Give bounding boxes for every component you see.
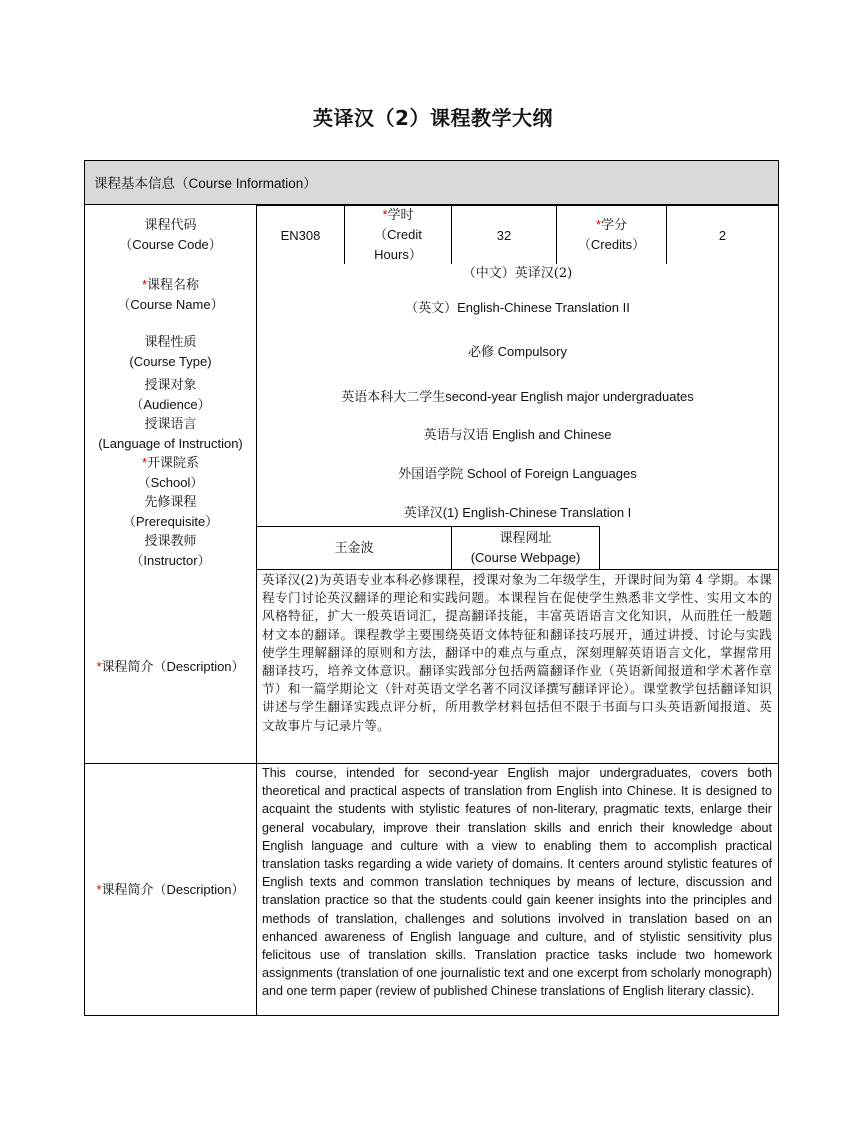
section-header xyxy=(85,161,778,205)
required-star: * xyxy=(382,207,388,222)
required-star: * xyxy=(141,277,148,292)
value-credit-hours: 32 xyxy=(496,227,512,243)
label-prerequisite xyxy=(85,492,256,532)
value-language: 英语与汉语 English and Chinese xyxy=(423,426,612,442)
label-text: 授课教师 xyxy=(144,533,197,548)
divider xyxy=(256,205,778,206)
value-course-type: 必修 Compulsory xyxy=(468,343,567,359)
required-star: * xyxy=(96,882,102,897)
label-text: （Course Name） xyxy=(117,297,224,312)
label-text: (Course Webpage) xyxy=(470,550,581,565)
label-text: 课程网址 xyxy=(499,530,552,545)
description-cn-text: 英译汉(2)为英语专业本科必修课程，授课对象为二年级学生，开课时间为第 4 学期。本课程专门讨论英汉翻译的理论和实践问题。本课程旨在促使学生熟悉非文学性、实用文本的风格特征，扩大一般英语词汇，提高翻译技能，丰富英语语言文化知识，从而胜任一般题材文本的翻译。课程教学主要围绕英语文体特征和翻译技巧展开，通过讲授、讨论与实践使学生理解翻译的原则和方法，翻译中的难点与重点，深刻理解英语语言文化，掌握常用翻译技巧，培养文体意识。翻译实践部分包括两篇翻译作业（英语新闻报道和学术著作章节）和一篇学期论文（针对英语文学名著不同汉译撰写翻译评论）。课堂教学包括翻译知识讲述与学生翻译实践点评分析，所用教学材料包括但不限于书面与口头英语新闻报道、英文故事片与记录片等。 xyxy=(262,572,772,733)
label-text: （Credits） xyxy=(577,237,646,252)
label-text: （Audience） xyxy=(130,397,211,412)
label-text: (Language of Instruction) xyxy=(98,436,243,451)
label-text: 授课语言 xyxy=(144,416,197,431)
label-text xyxy=(96,657,244,676)
label-course-type xyxy=(85,331,256,373)
label-text: 课程简介（Description） xyxy=(101,882,245,897)
label-webpage xyxy=(452,527,599,569)
divider xyxy=(256,569,778,570)
label-school xyxy=(85,453,256,493)
label-course-code xyxy=(85,207,256,263)
value-course-name-en: （英文）English-Chinese Translation II xyxy=(405,299,630,315)
course-info-table xyxy=(84,160,779,1016)
required-star: * xyxy=(141,455,148,470)
label-audience xyxy=(85,375,256,415)
label-text xyxy=(142,453,199,473)
label-text: 学时 xyxy=(387,207,414,222)
label-text: （Credit xyxy=(374,227,422,242)
value-credits: 2 xyxy=(718,227,727,243)
description-en-text: This course, intended for second-year English major undergraduates, covers both theoretical and practical aspects of translation from English into Chinese. It is designed to acquaint the students with stylistic features of non-literary, pragmatic texts, enlarge their general vocabulary, improve their translation skills and enrich their knowledge about English language and culture with a view to enabling them to accomplish practical translation tasks regarding a wide variety of domains. It centers around stylistic features of English texts and common translation techniques by means of lecture, discussion and translation practice so that the students could gain keener insights into the principles and methods of translation, challenges and solutions involved in translation based on an enhanced awareness of English language and culture, and of stylistic sensitivity plus felicitous use of translation skills. Translation practice tasks include two homework assignments (translation of one journalistic text and one excerpt from scholarly monograph) and one term paper (review of published Chinese translations of English literary classic). xyxy=(262,766,772,999)
value-school: 外国语学院 School of Foreign Languages xyxy=(398,465,637,481)
label-text: （Instructor） xyxy=(130,553,211,568)
divider xyxy=(256,205,257,1015)
label-language xyxy=(85,414,256,454)
required-star: * xyxy=(595,217,602,232)
label-description-en xyxy=(85,764,256,1015)
label-text: 课程名称 xyxy=(147,277,200,292)
label-text: （Course Code） xyxy=(119,237,222,252)
label-text: 先修课程 xyxy=(144,494,197,509)
label-credits xyxy=(557,207,666,263)
label-text xyxy=(96,880,244,899)
label-text: 课程简介（Description） xyxy=(101,659,245,674)
label-text: （School） xyxy=(137,475,204,490)
label-text xyxy=(382,205,413,225)
label-text: 课程性质 xyxy=(144,334,197,349)
label-text: （Prerequisite） xyxy=(122,514,219,529)
label-course-name xyxy=(85,273,256,317)
page-title: 英译汉（2）课程教学大纲 xyxy=(313,106,553,130)
label-text: 开课院系 xyxy=(147,455,200,470)
label-text: 学分 xyxy=(601,217,628,232)
label-text: 授课对象 xyxy=(144,377,197,392)
value-audience: 英语本科大二学生second-year English major undergraduates xyxy=(341,388,694,404)
value-instructor: 王金波 xyxy=(334,540,374,556)
value-course-name-cn: （中文）英译汉(2) xyxy=(462,265,573,281)
value-webpage xyxy=(600,527,778,569)
label-text: 课程代码 xyxy=(144,217,197,232)
label-text: Hours） xyxy=(374,247,422,262)
value-course-code: EN308 xyxy=(280,227,321,243)
label-text xyxy=(596,215,627,235)
label-credit-hours xyxy=(345,205,451,265)
section-header-label: 课程基本信息（Course Information） xyxy=(94,176,317,191)
value-prerequisite: 英译汉(1) English-Chinese Translation I xyxy=(403,504,632,520)
label-text: (Course Type) xyxy=(129,354,212,369)
label-description-cn xyxy=(85,570,256,763)
label-instructor xyxy=(85,531,256,571)
label-text xyxy=(142,275,199,295)
required-star: * xyxy=(96,659,102,674)
